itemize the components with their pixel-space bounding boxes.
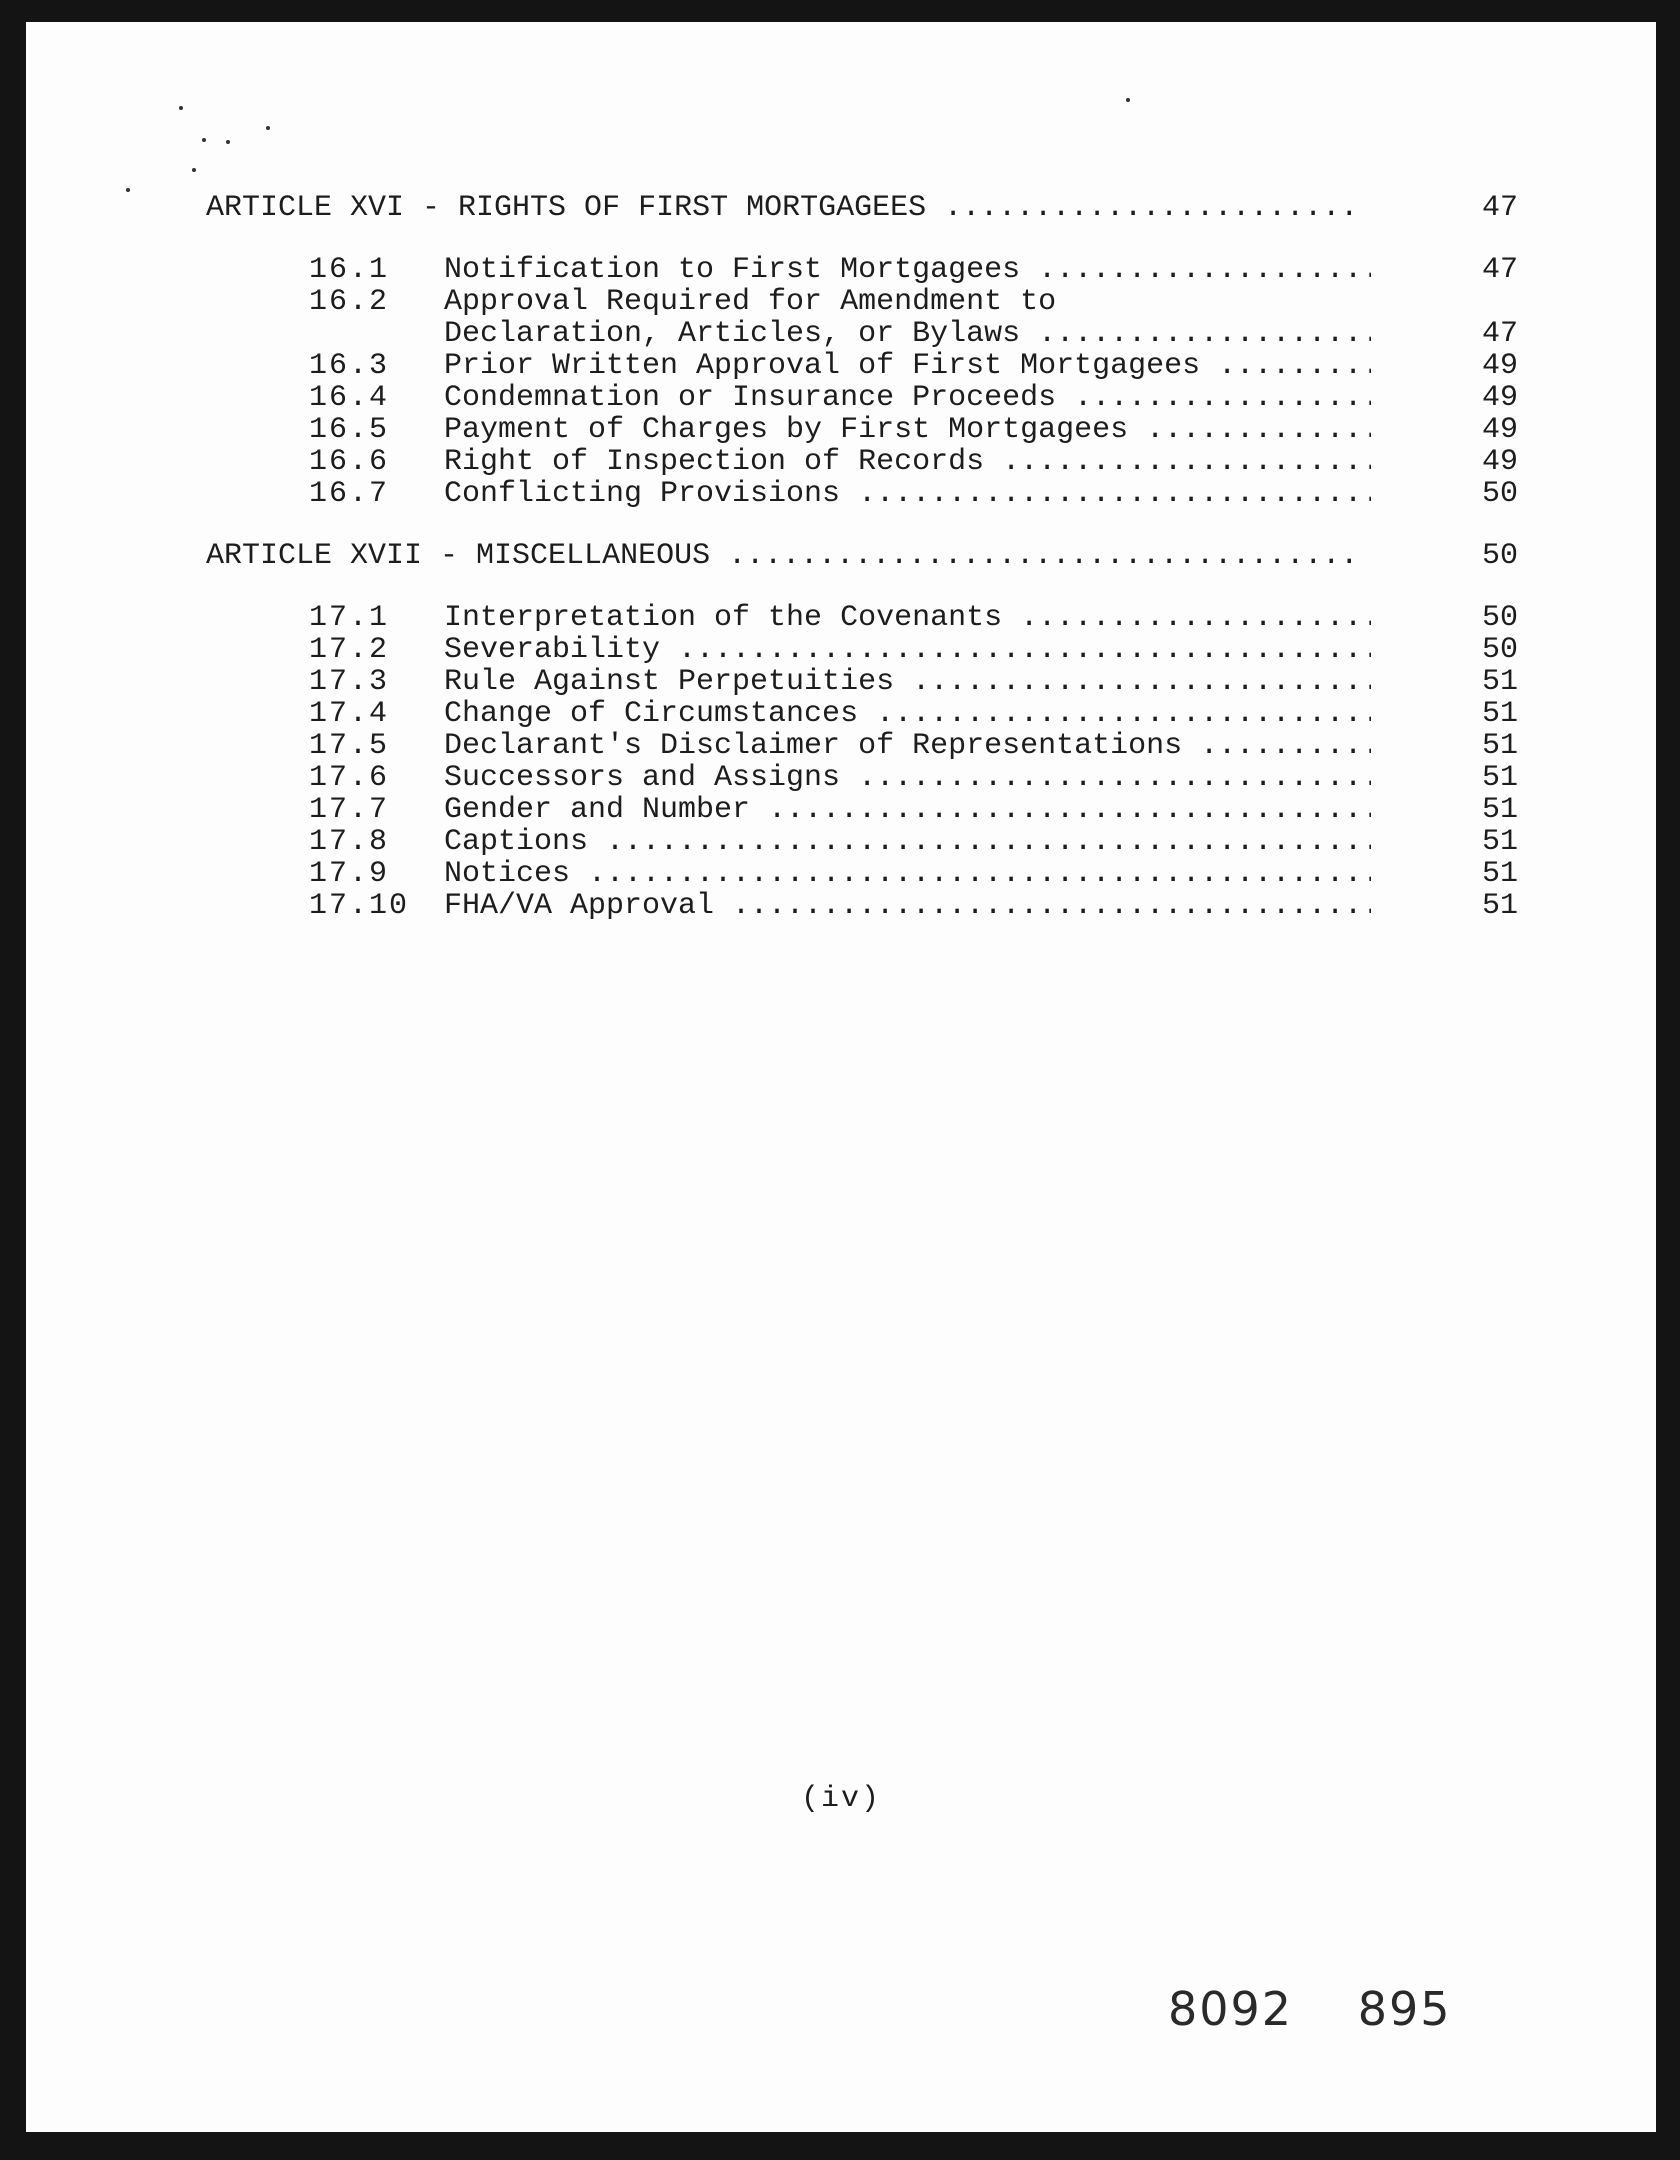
toc-entry — [206, 446, 1518, 478]
section-title: Approval Required for Amendment to — [444, 286, 1057, 318]
toc-entry — [206, 794, 1518, 826]
page-number: 49 — [1481, 413, 1518, 447]
page-number: 51 — [1481, 857, 1518, 891]
section-number: 17.6 — [309, 761, 390, 795]
toc-entry-continuation — [206, 318, 1518, 350]
scan-speck — [202, 138, 206, 142]
section-number: 17.1 — [309, 601, 390, 635]
section-title: Right of Inspection of Records ..... — [444, 446, 1371, 478]
page-number: 50 — [1481, 539, 1518, 573]
section-number: 17.2 — [309, 633, 390, 667]
toc-entry — [206, 762, 1518, 794]
section-number: 17.7 — [309, 793, 390, 827]
toc-entry — [206, 254, 1518, 286]
section-title: Notices ..... — [444, 858, 1371, 890]
article-title: ARTICLE XVI - RIGHTS OF FIRST MORTGAGEES ..... — [206, 192, 1352, 224]
article-title: ARTICLE XVII - MISCELLANEOUS ..... — [206, 540, 1352, 572]
scan-speck — [126, 188, 130, 192]
toc-entry — [206, 350, 1518, 382]
section-number: 17.10 — [309, 889, 410, 923]
section-title: Interpretation of the Covenants ..... — [444, 602, 1371, 634]
toc-article-heading — [206, 540, 1518, 572]
section-title: Captions ..... — [444, 826, 1371, 858]
section-title: Gender and Number ..... — [444, 794, 1371, 826]
page-number: 51 — [1481, 825, 1518, 859]
section-number: 16.4 — [309, 381, 390, 415]
toc-entry — [206, 826, 1518, 858]
section-number: 16.5 — [309, 413, 390, 447]
toc-article-section — [206, 192, 1518, 510]
toc-entry — [206, 286, 1518, 318]
section-title: FHA/VA Approval ..... — [444, 890, 1371, 922]
section-number: 16.2 — [309, 285, 390, 319]
section-title: Notification to First Mortgagees ..... — [444, 254, 1371, 286]
section-title: Prior Written Approval of First Mortgagees ..... — [444, 350, 1371, 382]
scan-speck — [192, 168, 196, 172]
scan-speck — [226, 140, 230, 144]
toc-article-section — [206, 540, 1518, 922]
section-number: 17.5 — [309, 729, 390, 763]
scan-speck — [1126, 98, 1130, 102]
section-number: 16.6 — [309, 445, 390, 479]
toc-entry — [206, 858, 1518, 890]
section-title-continued: Declaration, Articles, or Bylaws ..... — [444, 318, 1371, 350]
section-number: 17.3 — [309, 665, 390, 699]
toc-entry — [206, 602, 1518, 634]
page-number: 49 — [1481, 445, 1518, 479]
page-number: 47 — [1481, 317, 1518, 351]
section-title: Change of Circumstances ..... — [444, 698, 1371, 730]
toc-entry — [206, 666, 1518, 698]
toc-article-heading — [206, 192, 1518, 224]
table-of-contents — [206, 192, 1518, 940]
toc-entry — [206, 730, 1518, 762]
section-number: 16.3 — [309, 349, 390, 383]
page-number: 50 — [1481, 477, 1518, 511]
scan-speck — [179, 106, 183, 110]
section-number: 17.9 — [309, 857, 390, 891]
page-number: 51 — [1481, 697, 1518, 731]
section-title: Declarant's Disclaimer of Representations ..... — [444, 730, 1371, 762]
page-label: (iv) — [800, 1782, 881, 1816]
page-number: 51 — [1481, 761, 1518, 795]
document-page — [26, 22, 1656, 2132]
section-number: 16.1 — [309, 253, 390, 287]
document-stamp-number: 8092 895 — [1168, 1982, 1452, 2036]
page-number: 51 — [1481, 793, 1518, 827]
section-title: Severability ..... — [444, 634, 1371, 666]
section-title: Rule Against Perpetuities ..... — [444, 666, 1371, 698]
section-number: 17.8 — [309, 825, 390, 859]
toc-entry — [206, 414, 1518, 446]
toc-entry — [206, 634, 1518, 666]
page-number: 47 — [1481, 253, 1518, 287]
section-title: Payment of Charges by First Mortgagees ..... — [444, 414, 1371, 446]
toc-entry — [206, 478, 1518, 510]
section-title: Successors and Assigns ..... — [444, 762, 1371, 794]
page-number: 51 — [1481, 665, 1518, 699]
section-number: 17.4 — [309, 697, 390, 731]
toc-entry — [206, 382, 1518, 414]
page-number: 50 — [1481, 633, 1518, 667]
page-number: 49 — [1481, 381, 1518, 415]
page-number: 49 — [1481, 349, 1518, 383]
section-title: Conflicting Provisions ..... — [444, 478, 1371, 510]
section-number: 16.7 — [309, 477, 390, 511]
page-number: 51 — [1481, 889, 1518, 923]
toc-entry — [206, 698, 1518, 730]
page-number: 50 — [1481, 601, 1518, 635]
page-number: 51 — [1481, 729, 1518, 763]
section-title: Condemnation or Insurance Proceeds ..... — [444, 382, 1371, 414]
toc-entry — [206, 890, 1518, 922]
page-number: 47 — [1481, 191, 1518, 225]
scan-speck — [266, 126, 270, 130]
